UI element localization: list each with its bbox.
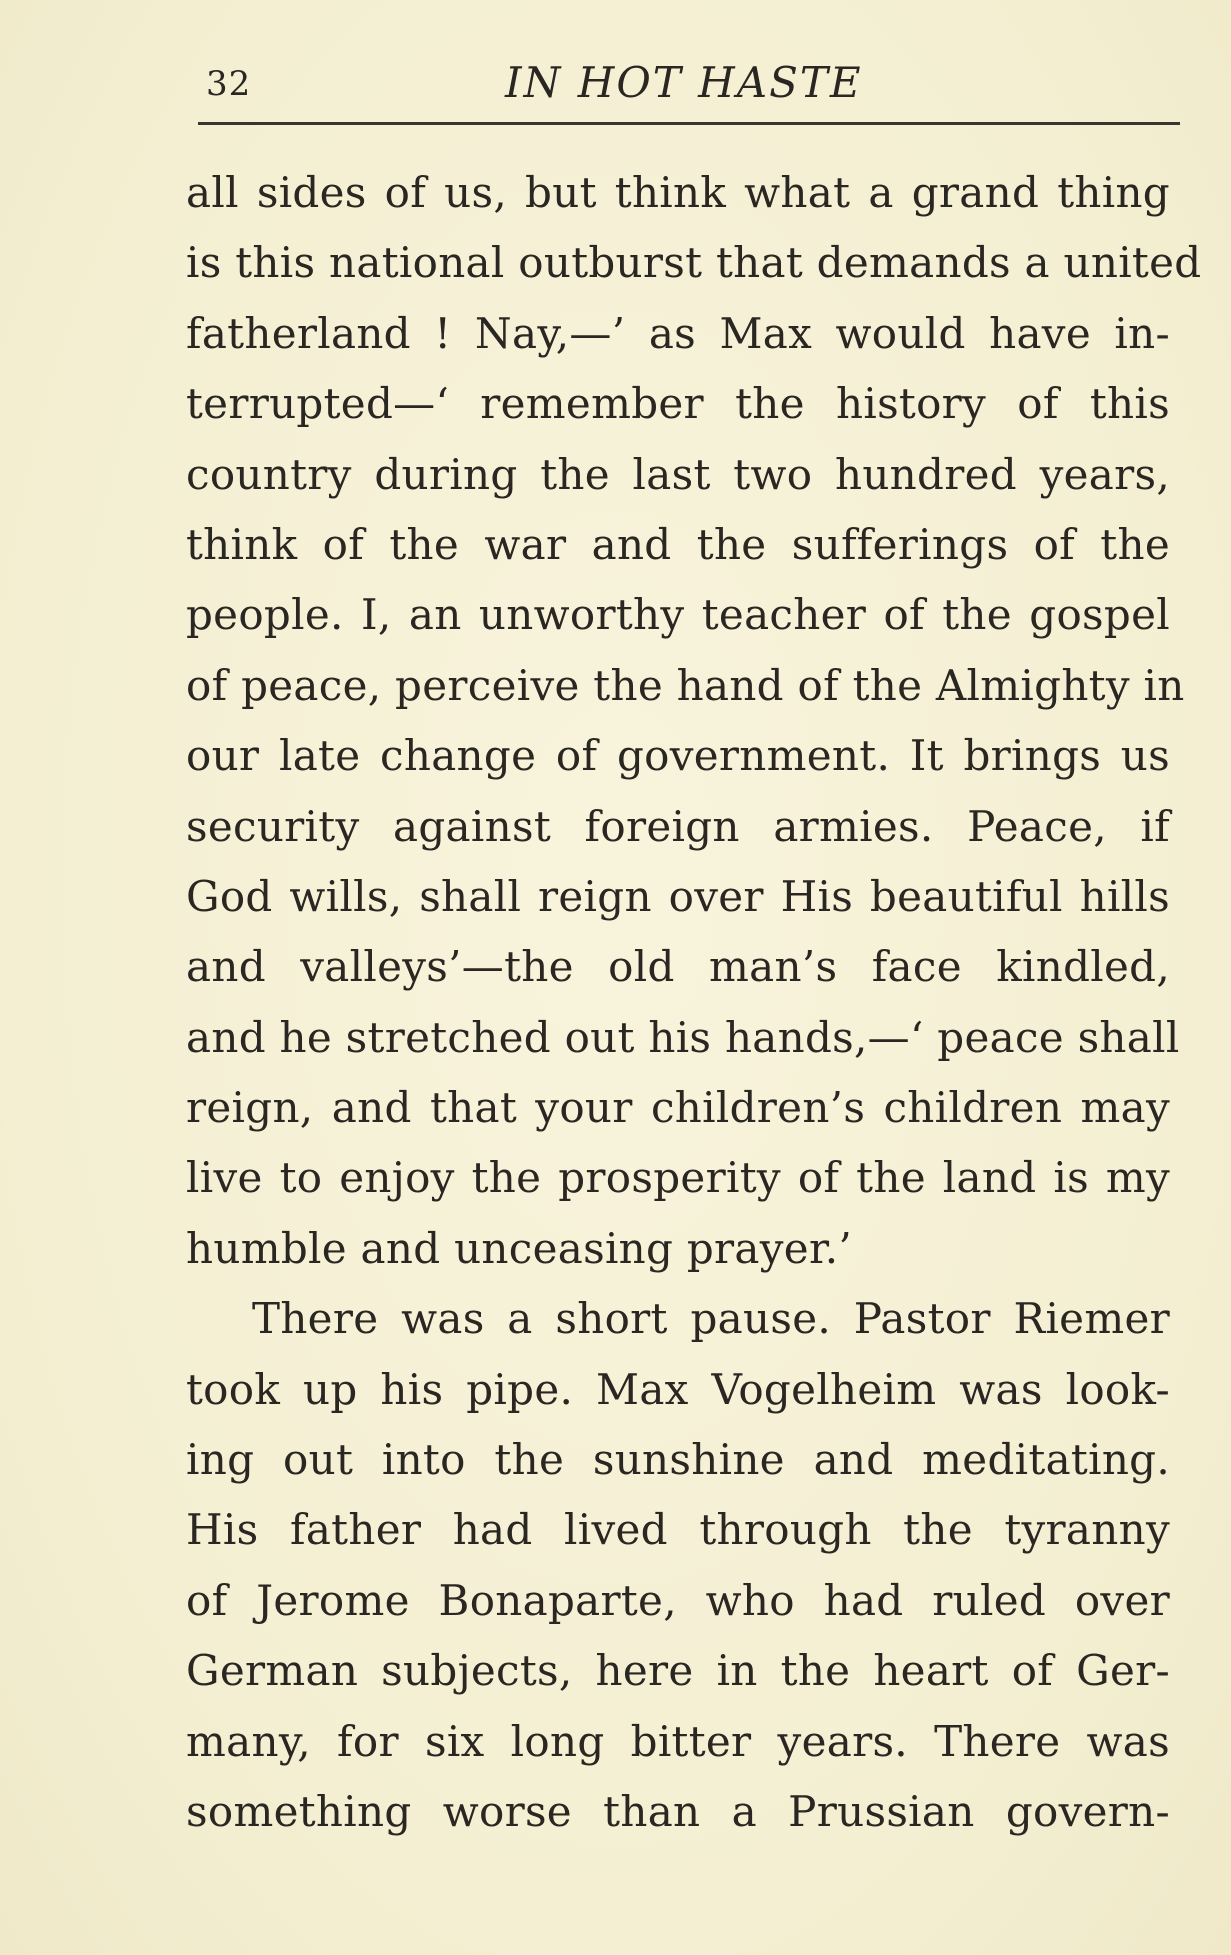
body-text [186,158,1202,1847]
text-line: and he stretched out his hands,—‘ peace shall [186,1012,1180,1062]
text-line: His father had lived through the tyranny [186,1505,1170,1555]
text-line: people. I, an unworthy teacher of the gospel [186,590,1170,640]
text-line: reign, and that your children’s children may [186,1083,1170,1133]
running-title: IN HOT HASTE [505,58,863,107]
text-line: fatherland ! Nay,—’ as Max would have in- [186,308,1170,358]
text-line: think of the war and the sufferings of the [186,519,1170,569]
text-line: is this national outburst that demands a united [186,238,1202,288]
text-line: of Jerome Bonaparte, who had ruled over [186,1575,1170,1625]
text-line: something worse than a Prussian govern- [186,1786,1170,1836]
text-line: our late change of government. It brings us [186,731,1170,781]
text-line: ing out into the sunshine and meditating. [186,1435,1170,1485]
text-line: security against foreign armies. Peace, if [186,801,1170,851]
text-line: all sides of us, but think what a grand thing [186,168,1170,217]
text-line: of peace, perceive the hand of the Almighty in [186,660,1185,710]
page-header [200,58,1180,108]
text-line: There was a short pause. Pastor Riemer [252,1294,1170,1344]
text-line: many, for six long bitter years. There was [186,1716,1170,1766]
text-line: country during the last two hundred years, [186,449,1170,499]
header-rule [198,122,1180,125]
text-line: God wills, shall reign over His beautiful hills [186,871,1170,921]
text-line: took up his pipe. Max Vogelheim was look- [186,1364,1170,1414]
text-line: and valleys’—the old man’s face kindled, [186,942,1170,992]
text-line: live to enjoy the prosperity of the land is my [186,1153,1170,1203]
text-line: humble and unceasing prayer.’ [186,1223,853,1273]
text-line: German subjects, here in the heart of Ger- [186,1646,1170,1696]
text-line: terrupted—‘ remember the history of this [186,379,1170,429]
page-number: 32 [206,64,252,104]
